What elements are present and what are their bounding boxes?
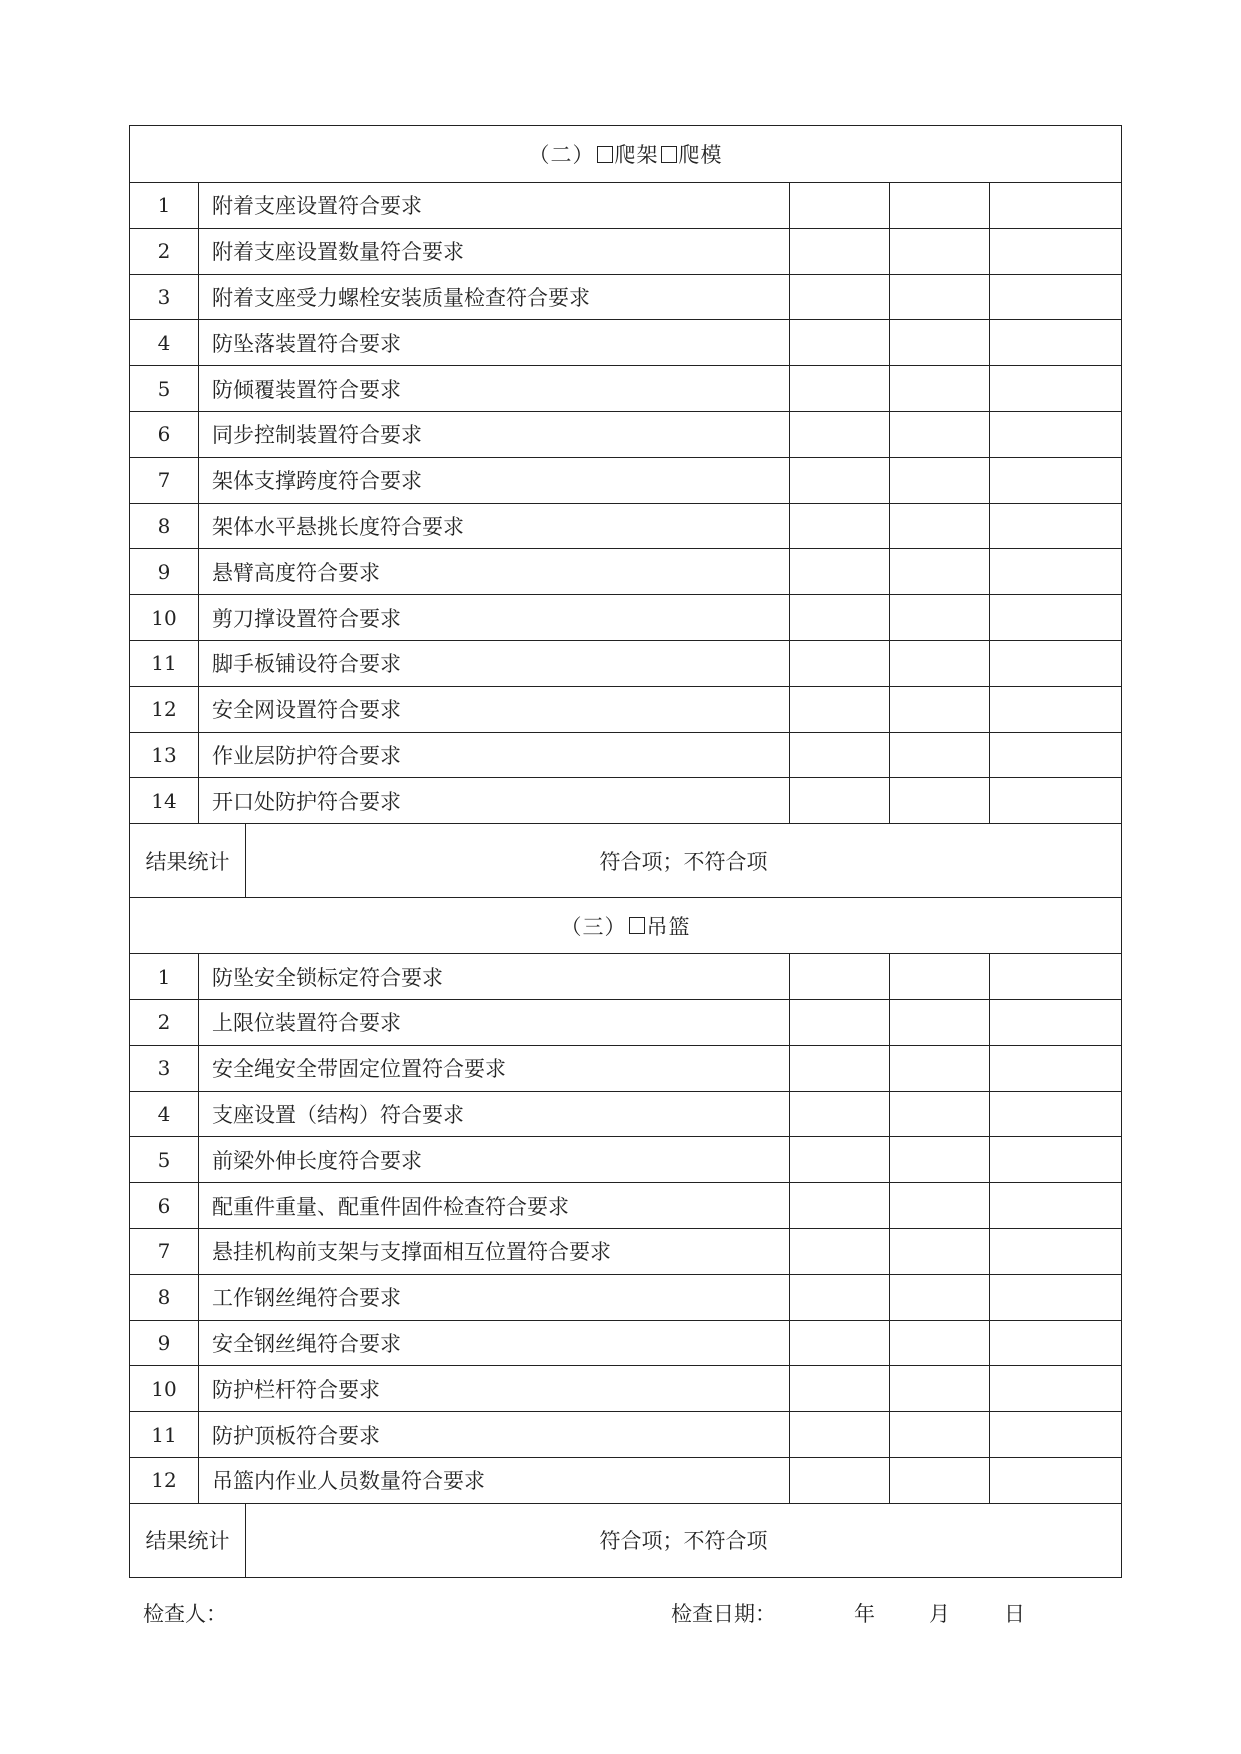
item-description: 开口处防护符合要求	[199, 778, 790, 823]
result-cell-b[interactable]	[890, 549, 990, 594]
result-cell-c[interactable]	[990, 320, 1121, 365]
item-number: 9	[130, 549, 199, 594]
item-number: 12	[130, 1458, 199, 1503]
result-cell-b[interactable]	[890, 275, 990, 320]
result-cell-a[interactable]	[790, 1366, 890, 1411]
result-cell-a[interactable]	[790, 595, 890, 640]
table-row	[130, 640, 1121, 686]
result-cell-c[interactable]	[990, 229, 1121, 274]
result-cell-b[interactable]	[890, 183, 990, 228]
item-number: 2	[130, 1000, 199, 1045]
result-cell-b[interactable]	[890, 1412, 990, 1457]
item-number: 7	[130, 458, 199, 503]
result-cell-c[interactable]	[990, 1412, 1121, 1457]
result-cell-b[interactable]	[890, 1458, 990, 1503]
summary-value: 符合项；不符合项	[599, 849, 768, 874]
table-row	[130, 411, 1121, 457]
item-number: 1	[130, 183, 199, 228]
result-cell-a[interactable]	[790, 366, 890, 411]
result-cell-b[interactable]	[890, 687, 990, 732]
table-row	[130, 777, 1121, 823]
result-cell-a[interactable]	[790, 733, 890, 778]
result-cell-a[interactable]	[790, 412, 890, 457]
item-number: 3	[130, 275, 199, 320]
item-number: 4	[130, 320, 199, 365]
item-description: 防坠安全锁标定符合要求	[199, 954, 790, 999]
item-description: 作业层防护符合要求	[199, 733, 790, 778]
result-cell-b[interactable]	[890, 733, 990, 778]
result-cell-c[interactable]	[990, 1275, 1121, 1320]
table-row	[130, 274, 1121, 320]
item-description: 支座设置（结构）符合要求	[199, 1092, 790, 1137]
table-row	[130, 1274, 1121, 1320]
result-cell-c[interactable]	[990, 1000, 1121, 1045]
table-row	[130, 999, 1121, 1045]
result-cell-b[interactable]	[890, 1137, 990, 1182]
result-cell-c[interactable]	[990, 1321, 1121, 1366]
item-description: 附着支座设置符合要求	[199, 183, 790, 228]
table-row	[130, 548, 1121, 594]
item-description: 防坠落装置符合要求	[199, 320, 790, 365]
table-row	[130, 594, 1121, 640]
option-label-climbing-formwork: 爬模	[678, 143, 723, 167]
result-cell-a[interactable]	[790, 1183, 890, 1228]
result-cell-a[interactable]	[790, 1458, 890, 1503]
result-cell-c[interactable]	[990, 1092, 1121, 1137]
table-row	[130, 1045, 1121, 1091]
result-cell-a[interactable]	[790, 1412, 890, 1457]
result-cell-b[interactable]	[890, 458, 990, 503]
result-cell-a[interactable]	[790, 1000, 890, 1045]
result-cell-a[interactable]	[790, 549, 890, 594]
result-cell-c[interactable]	[990, 641, 1121, 686]
item-description: 架体支撑跨度符合要求	[199, 458, 790, 503]
checkbox-climbing-frame[interactable]	[597, 146, 613, 163]
item-number: 7	[130, 1229, 199, 1274]
item-description: 工作钢丝绳符合要求	[199, 1275, 790, 1320]
table-row	[130, 1365, 1121, 1411]
item-number: 1	[130, 954, 199, 999]
item-number: 11	[130, 1412, 199, 1457]
result-cell-b[interactable]	[890, 1092, 990, 1137]
year-label: 年	[854, 1602, 875, 1626]
result-cell-b[interactable]	[890, 1321, 990, 1366]
summary-value: 符合项；不符合项	[599, 1529, 768, 1554]
result-cell-b[interactable]	[890, 1229, 990, 1274]
result-cell-a[interactable]	[790, 1046, 890, 1091]
table-row	[130, 228, 1121, 274]
item-description: 附着支座设置数量符合要求	[199, 229, 790, 274]
item-description: 配重件重量、配重件固件检查符合要求	[199, 1183, 790, 1228]
result-cell-a[interactable]	[790, 504, 890, 549]
result-cell-c[interactable]	[990, 366, 1121, 411]
item-number: 6	[130, 1183, 199, 1228]
result-cell-a[interactable]	[790, 320, 890, 365]
item-number: 12	[130, 687, 199, 732]
summary-row-climbing	[130, 823, 1121, 897]
item-description: 架体水平悬挑长度符合要求	[199, 504, 790, 549]
result-cell-b[interactable]	[890, 320, 990, 365]
item-number: 8	[130, 1275, 199, 1320]
result-cell-b[interactable]	[890, 954, 990, 999]
item-number: 10	[130, 595, 199, 640]
item-description: 防倾覆装置符合要求	[199, 366, 790, 411]
result-cell-c[interactable]	[990, 1458, 1121, 1503]
item-description: 吊篮内作业人员数量符合要求	[199, 1458, 790, 1503]
item-description: 同步控制装置符合要求	[199, 412, 790, 457]
result-cell-a[interactable]	[790, 641, 890, 686]
item-description: 脚手板铺设符合要求	[199, 641, 790, 686]
item-number: 8	[130, 504, 199, 549]
item-description: 安全钢丝绳符合要求	[199, 1321, 790, 1366]
item-description: 悬臂高度符合要求	[199, 549, 790, 594]
table-row	[130, 1182, 1121, 1228]
item-number: 4	[130, 1092, 199, 1137]
table-row	[130, 1320, 1121, 1366]
result-cell-a[interactable]	[790, 687, 890, 732]
table-row	[130, 319, 1121, 365]
section-prefix: （三）	[560, 914, 627, 939]
result-cell-a[interactable]	[790, 275, 890, 320]
checkbox-climbing-formwork[interactable]	[661, 146, 677, 163]
result-cell-b[interactable]	[890, 504, 990, 549]
item-number: 14	[130, 778, 199, 823]
item-description: 防护栏杆符合要求	[199, 1366, 790, 1411]
result-cell-a[interactable]	[790, 229, 890, 274]
result-cell-c[interactable]	[990, 595, 1121, 640]
table-row	[130, 953, 1121, 999]
item-description: 防护顶板符合要求	[199, 1412, 790, 1457]
result-cell-c[interactable]	[990, 412, 1121, 457]
table-row	[130, 182, 1121, 228]
result-cell-c[interactable]	[990, 733, 1121, 778]
item-number: 13	[130, 733, 199, 778]
result-cell-b[interactable]	[890, 229, 990, 274]
item-description: 悬挂机构前支架与支撑面相互位置符合要求	[199, 1229, 790, 1274]
item-number: 11	[130, 641, 199, 686]
inspector-label: 检查人：	[143, 1602, 227, 1626]
table-row	[130, 1457, 1121, 1503]
result-cell-b[interactable]	[890, 778, 990, 823]
result-cell-a[interactable]	[790, 1137, 890, 1182]
result-cell-c[interactable]	[990, 1366, 1121, 1411]
table-row	[130, 365, 1121, 411]
result-cell-c[interactable]	[990, 1229, 1121, 1274]
result-cell-b[interactable]	[890, 366, 990, 411]
result-cell-a[interactable]	[790, 1321, 890, 1366]
month-label: 月	[929, 1602, 950, 1626]
result-cell-b[interactable]	[890, 641, 990, 686]
item-number: 3	[130, 1046, 199, 1091]
result-cell-c[interactable]	[990, 687, 1121, 732]
result-cell-b[interactable]	[890, 1183, 990, 1228]
signature-footer	[143, 1598, 1123, 1628]
section-prefix: （二）	[528, 143, 595, 167]
table-row	[130, 1411, 1121, 1457]
result-cell-a[interactable]	[790, 1092, 890, 1137]
summary-label: 结果统计	[130, 1504, 246, 1577]
item-description: 安全网设置符合要求	[199, 687, 790, 732]
result-cell-c[interactable]	[990, 549, 1121, 594]
item-description: 附着支座受力螺栓安装质量检查符合要求	[199, 275, 790, 320]
option-label-climbing-frame: 爬架	[614, 143, 659, 167]
table-row	[130, 1091, 1121, 1137]
result-cell-a[interactable]	[790, 1275, 890, 1320]
result-cell-a[interactable]	[790, 458, 890, 503]
table-row	[130, 1136, 1121, 1182]
day-label: 日	[1004, 1602, 1025, 1626]
result-cell-c[interactable]	[990, 275, 1121, 320]
result-cell-a[interactable]	[790, 183, 890, 228]
item-description: 前梁外伸长度符合要求	[199, 1137, 790, 1182]
result-cell-c[interactable]	[990, 1183, 1121, 1228]
item-number: 5	[130, 1137, 199, 1182]
result-cell-c[interactable]	[990, 183, 1121, 228]
item-description: 安全绳安全带固定位置符合要求	[199, 1046, 790, 1091]
result-cell-b[interactable]	[890, 1046, 990, 1091]
result-cell-b[interactable]	[890, 595, 990, 640]
result-cell-c[interactable]	[990, 778, 1121, 823]
result-cell-b[interactable]	[890, 1275, 990, 1320]
item-number: 9	[130, 1321, 199, 1366]
item-number: 2	[130, 229, 199, 274]
table-row	[130, 1228, 1121, 1274]
result-cell-c[interactable]	[990, 954, 1121, 999]
item-description: 剪刀撑设置符合要求	[199, 595, 790, 640]
section-header-climbing	[130, 126, 1121, 182]
result-cell-b[interactable]	[890, 1000, 990, 1045]
table-row	[130, 686, 1121, 732]
table-row	[130, 503, 1121, 549]
result-cell-b[interactable]	[890, 412, 990, 457]
result-cell-c[interactable]	[990, 1046, 1121, 1091]
item-description: 上限位装置符合要求	[199, 1000, 790, 1045]
result-cell-c[interactable]	[990, 458, 1121, 503]
option-label-hanging-basket: 吊篮	[646, 914, 691, 939]
item-number: 5	[130, 366, 199, 411]
result-cell-b[interactable]	[890, 1366, 990, 1411]
section-header-basket	[130, 897, 1121, 953]
result-cell-a[interactable]	[790, 778, 890, 823]
result-cell-c[interactable]	[990, 1137, 1121, 1182]
result-cell-a[interactable]	[790, 954, 890, 999]
result-cell-a[interactable]	[790, 1229, 890, 1274]
summary-label: 结果统计	[130, 824, 246, 897]
result-cell-c[interactable]	[990, 504, 1121, 549]
table-row	[130, 732, 1121, 778]
table-row	[130, 457, 1121, 503]
item-number: 6	[130, 412, 199, 457]
item-number: 10	[130, 1366, 199, 1411]
date-label: 检查日期：	[671, 1602, 776, 1626]
summary-row-basket	[130, 1503, 1121, 1577]
inspection-table	[129, 125, 1122, 1578]
checkbox-hanging-basket[interactable]	[629, 917, 645, 934]
